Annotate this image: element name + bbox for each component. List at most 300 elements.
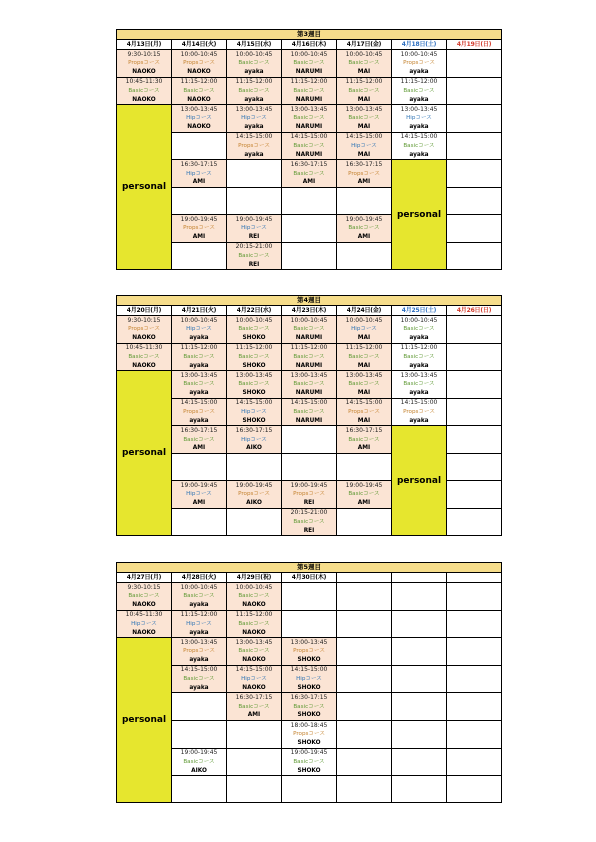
course-name: Basicコース	[238, 60, 270, 67]
class-info	[282, 638, 336, 665]
class-time: 14:15-15:00	[180, 399, 218, 407]
class-slot[interactable]	[227, 50, 282, 78]
instructor-name: MAI	[357, 417, 371, 424]
class-slot[interactable]	[282, 748, 337, 776]
class-slot[interactable]	[392, 371, 447, 399]
class-slot[interactable]	[172, 481, 227, 509]
class-time: 10:00-10:45	[345, 316, 383, 324]
empty-slot	[337, 242, 392, 270]
class-info	[172, 215, 226, 242]
class-slot[interactable]	[227, 693, 282, 721]
empty-slot	[337, 693, 392, 721]
time-slot-row	[117, 693, 502, 721]
class-slot[interactable]	[227, 343, 282, 371]
course-name: Basicコース	[293, 87, 325, 94]
instructor-name: AIKO	[246, 499, 262, 506]
class-info	[227, 611, 281, 638]
course-name: Basicコース	[238, 648, 270, 655]
class-slot[interactable]	[392, 50, 447, 78]
empty-slot	[337, 665, 392, 693]
empty-slot	[227, 776, 282, 803]
empty-slot	[337, 454, 392, 481]
class-slot[interactable]	[282, 371, 337, 399]
class-info	[337, 105, 391, 132]
class-slot[interactable]	[172, 583, 227, 611]
time-slot-row	[117, 77, 502, 105]
time-slot-row	[117, 776, 502, 803]
class-info	[392, 105, 446, 132]
class-time: 13:00-13:45	[400, 371, 438, 379]
class-time: 13:00-13:45	[180, 371, 218, 379]
class-info	[282, 666, 336, 693]
empty-slot	[337, 776, 392, 803]
empty-slot	[392, 776, 447, 803]
class-info	[227, 133, 281, 160]
course-name: Hipコース	[241, 225, 267, 232]
class-info	[392, 50, 446, 77]
class-slot[interactable]	[282, 105, 337, 133]
class-slot[interactable]	[227, 316, 282, 344]
class-slot[interactable]	[117, 343, 172, 371]
class-info	[172, 583, 226, 610]
empty-slot	[447, 508, 502, 536]
empty-slot	[392, 693, 447, 721]
class-info	[282, 509, 336, 536]
day-header-row	[117, 573, 502, 583]
class-time: 11:15-12:00	[180, 78, 218, 86]
class-slot[interactable]	[282, 77, 337, 105]
course-name: Propsコース	[348, 409, 380, 416]
day-header: 4月26日(日)	[447, 306, 502, 316]
empty-slot	[227, 721, 282, 749]
empty-slot	[337, 721, 392, 749]
class-info	[227, 215, 281, 242]
class-slot[interactable]	[227, 665, 282, 693]
empty-slot	[447, 638, 502, 666]
class-slot[interactable]	[117, 50, 172, 78]
time-slot-row	[117, 371, 502, 399]
class-slot[interactable]	[172, 343, 227, 371]
class-slot[interactable]	[227, 583, 282, 611]
course-name: Basicコース	[128, 87, 160, 94]
class-slot[interactable]	[337, 160, 392, 188]
empty-slot	[447, 215, 502, 243]
class-info	[282, 693, 336, 720]
week-table	[116, 562, 502, 803]
empty-slot	[447, 398, 502, 426]
course-name: Propsコース	[293, 648, 325, 655]
class-slot[interactable]	[282, 160, 337, 188]
empty-slot	[282, 188, 337, 215]
class-time: 11:15-12:00	[180, 611, 218, 619]
day-header: 4月30日(木)	[282, 573, 337, 583]
course-name: Basicコース	[293, 115, 325, 122]
class-time: 14:15-15:00	[400, 133, 438, 141]
class-info	[337, 316, 391, 343]
instructor-name: SHOKO	[297, 767, 321, 774]
empty-slot	[447, 454, 502, 481]
week-title: 第5週目	[117, 563, 502, 573]
empty-slot	[172, 188, 227, 215]
class-slot[interactable]	[117, 583, 172, 611]
class-slot[interactable]	[172, 77, 227, 105]
day-header: 4月27日(月)	[117, 573, 172, 583]
course-name: Propsコース	[128, 326, 160, 333]
week-table	[116, 29, 502, 270]
class-info	[227, 693, 281, 720]
course-name: Hipコース	[186, 326, 212, 333]
class-time: 13:00-13:45	[290, 105, 328, 113]
class-time: 14:15-15:00	[180, 666, 218, 674]
class-time: 19:00-19:45	[345, 215, 383, 223]
instructor-name: NAOKO	[242, 684, 266, 691]
time-slot-row	[117, 638, 502, 666]
instructor-name: NARUMI	[295, 68, 323, 75]
instructor-name: AMI	[192, 445, 206, 452]
instructor-name: ayaka	[189, 629, 209, 636]
class-info	[117, 316, 171, 343]
course-name: Basicコース	[238, 353, 270, 360]
empty-slot	[282, 610, 337, 638]
empty-slot	[447, 610, 502, 638]
empty-slot	[447, 371, 502, 399]
course-name: Propsコース	[403, 409, 435, 416]
class-slot[interactable]	[227, 215, 282, 243]
day-header: 4月19日(日)	[447, 40, 502, 50]
class-slot[interactable]	[337, 371, 392, 399]
course-name: Propsコース	[293, 491, 325, 498]
class-slot[interactable]	[282, 316, 337, 344]
week-title: 第4週目	[117, 296, 502, 306]
class-info	[227, 50, 281, 77]
time-slot-row	[117, 426, 502, 454]
class-slot[interactable]	[227, 242, 282, 270]
empty-slot	[282, 583, 337, 611]
day-header	[447, 573, 502, 583]
instructor-name: AMI	[357, 179, 371, 186]
course-name: Basicコース	[183, 353, 215, 360]
instructor-name: ayaka	[409, 68, 429, 75]
class-info	[337, 215, 391, 242]
instructor-name: AMI	[192, 499, 206, 506]
class-slot[interactable]	[172, 160, 227, 188]
empty-slot	[337, 188, 392, 215]
class-time: 13:00-13:45	[235, 105, 273, 113]
instructor-name: NAOKO	[132, 68, 156, 75]
class-info	[172, 50, 226, 77]
class-info	[172, 105, 226, 132]
empty-slot	[282, 454, 337, 481]
course-name: Basicコース	[348, 60, 380, 67]
class-info	[227, 666, 281, 693]
empty-slot	[282, 242, 337, 270]
class-info	[117, 344, 171, 371]
course-name: Hipコース	[241, 115, 267, 122]
empty-slot	[392, 583, 447, 611]
class-info	[282, 50, 336, 77]
class-time: 19:00-19:45	[235, 215, 273, 223]
instructor-name: AMI	[247, 712, 261, 719]
class-slot[interactable]	[337, 132, 392, 160]
class-slot[interactable]	[172, 398, 227, 426]
instructor-name: ayaka	[244, 151, 264, 158]
class-slot[interactable]	[227, 610, 282, 638]
class-slot[interactable]	[227, 638, 282, 666]
course-name: Basicコース	[348, 225, 380, 232]
time-slot-row	[117, 316, 502, 344]
day-header: 4月24日(金)	[337, 306, 392, 316]
class-time: 10:45-11:30	[125, 611, 163, 619]
class-info	[392, 344, 446, 371]
class-info	[227, 638, 281, 665]
class-time: 13:00-13:45	[180, 105, 218, 113]
empty-slot	[392, 748, 447, 776]
class-slot[interactable]	[392, 398, 447, 426]
class-info	[282, 344, 336, 371]
class-info	[172, 666, 226, 693]
instructor-name: ayaka	[189, 362, 209, 369]
time-slot-row	[117, 748, 502, 776]
instructor-name: MAI	[357, 151, 371, 158]
class-slot[interactable]	[392, 132, 447, 160]
day-header: 4月25日(土)	[392, 306, 447, 316]
class-slot[interactable]	[172, 610, 227, 638]
class-slot[interactable]	[117, 610, 172, 638]
class-info	[172, 481, 226, 508]
day-header-row	[117, 306, 502, 316]
class-info	[227, 583, 281, 610]
course-name: Hipコース	[241, 676, 267, 683]
course-name: Propsコース	[183, 409, 215, 416]
class-info	[172, 371, 226, 398]
class-slot[interactable]	[337, 316, 392, 344]
personal-block: personal	[392, 426, 447, 536]
empty-slot	[227, 160, 282, 188]
class-slot[interactable]	[337, 50, 392, 78]
empty-slot	[447, 665, 502, 693]
course-name: Basicコース	[128, 353, 160, 360]
class-info	[117, 583, 171, 610]
class-slot[interactable]	[227, 77, 282, 105]
class-time: 10:00-10:45	[400, 316, 438, 324]
class-time: 14:15-15:00	[290, 133, 328, 141]
class-slot[interactable]	[227, 371, 282, 399]
class-time: 19:00-19:45	[235, 481, 273, 489]
day-header-row	[117, 40, 502, 50]
instructor-name: NAOKO	[187, 124, 211, 131]
empty-slot	[227, 188, 282, 215]
class-slot[interactable]	[227, 398, 282, 426]
class-slot[interactable]	[337, 398, 392, 426]
class-time: 16:30-17:15	[235, 693, 273, 701]
class-time: 20:15-21:00	[290, 509, 328, 517]
course-name: Basicコース	[183, 381, 215, 388]
class-slot[interactable]	[282, 508, 337, 536]
course-name: Basicコース	[293, 170, 325, 177]
class-slot[interactable]	[227, 426, 282, 454]
class-info	[227, 371, 281, 398]
class-time: 10:00-10:45	[235, 316, 273, 324]
class-slot[interactable]	[172, 371, 227, 399]
course-name: Basicコース	[348, 381, 380, 388]
personal-block: personal	[117, 638, 172, 803]
class-time: 13:00-13:45	[180, 638, 218, 646]
class-info	[172, 399, 226, 426]
instructor-name: NAOKO	[187, 96, 211, 103]
class-slot[interactable]	[172, 638, 227, 666]
class-time: 10:00-10:45	[290, 50, 328, 58]
class-slot[interactable]	[337, 215, 392, 243]
instructor-name: NAOKO	[187, 68, 211, 75]
class-time: 14:15-15:00	[235, 399, 273, 407]
class-time: 11:15-12:00	[400, 78, 438, 86]
class-info	[282, 78, 336, 105]
class-slot[interactable]	[282, 693, 337, 721]
class-time: 14:15-15:00	[290, 666, 328, 674]
class-slot[interactable]	[282, 50, 337, 78]
course-name: Hipコース	[186, 620, 212, 627]
class-time: 16:30-17:15	[235, 426, 273, 434]
class-time: 11:15-12:00	[290, 344, 328, 352]
day-header: 4月20日(月)	[117, 306, 172, 316]
class-slot[interactable]	[282, 343, 337, 371]
empty-slot	[337, 610, 392, 638]
class-slot[interactable]	[337, 481, 392, 509]
class-slot[interactable]	[392, 77, 447, 105]
class-slot[interactable]	[172, 665, 227, 693]
course-name: Basicコース	[238, 593, 270, 600]
course-name: Basicコース	[293, 758, 325, 765]
time-slot-row	[117, 105, 502, 133]
instructor-name: AMI	[302, 179, 316, 186]
class-info	[337, 133, 391, 160]
class-slot[interactable]	[172, 748, 227, 776]
class-slot[interactable]	[172, 215, 227, 243]
empty-slot	[447, 242, 502, 270]
course-name: Hipコース	[241, 436, 267, 443]
class-time: 11:15-12:00	[400, 344, 438, 352]
instructor-name: ayaka	[409, 96, 429, 103]
day-header: 4月14日(火)	[172, 40, 227, 50]
class-time: 19:00-19:45	[180, 749, 218, 757]
class-slot[interactable]	[282, 398, 337, 426]
class-time: 11:15-12:00	[235, 78, 273, 86]
course-name: Hipコース	[131, 620, 157, 627]
class-time: 11:15-12:00	[345, 78, 383, 86]
instructor-name: NAOKO	[132, 601, 156, 608]
class-time: 16:30-17:15	[180, 426, 218, 434]
class-time: 13:00-13:45	[235, 638, 273, 646]
course-name: Basicコース	[293, 143, 325, 150]
class-slot[interactable]	[337, 426, 392, 454]
instructor-name: SHOKO	[242, 390, 266, 397]
empty-slot	[172, 508, 227, 536]
class-info	[282, 160, 336, 187]
class-info	[117, 50, 171, 77]
instructor-name: AMI	[192, 233, 206, 240]
class-time: 10:00-10:45	[235, 50, 273, 58]
class-info	[282, 105, 336, 132]
class-time: 19:00-19:45	[345, 481, 383, 489]
class-slot[interactable]	[172, 426, 227, 454]
class-info	[172, 78, 226, 105]
class-info	[117, 78, 171, 105]
instructor-name: REI	[248, 261, 260, 268]
class-slot[interactable]	[392, 343, 447, 371]
instructor-name: NAOKO	[132, 96, 156, 103]
class-time: 13:00-13:45	[290, 371, 328, 379]
class-slot[interactable]	[337, 77, 392, 105]
class-info	[392, 78, 446, 105]
instructor-name: ayaka	[409, 390, 429, 397]
course-name: Basicコース	[128, 593, 160, 600]
class-slot[interactable]	[117, 316, 172, 344]
class-slot[interactable]	[117, 77, 172, 105]
class-time: 19:00-19:45	[290, 749, 328, 757]
class-slot[interactable]	[282, 638, 337, 666]
class-time: 10:00-10:45	[180, 583, 218, 591]
course-name: Propsコース	[183, 60, 215, 67]
class-info	[337, 160, 391, 187]
week-title: 第3週目	[117, 30, 502, 40]
week-title-row	[117, 30, 502, 40]
empty-slot	[447, 343, 502, 371]
empty-slot	[282, 215, 337, 243]
class-time: 10:45-11:30	[125, 78, 163, 86]
class-slot[interactable]	[172, 316, 227, 344]
instructor-name: SHOKO	[242, 362, 266, 369]
course-name: Hipコース	[351, 143, 377, 150]
class-slot[interactable]	[337, 343, 392, 371]
class-info	[172, 749, 226, 776]
class-slot[interactable]	[227, 132, 282, 160]
class-info	[337, 371, 391, 398]
instructor-name: NARUMI	[295, 362, 323, 369]
day-header: 4月21日(火)	[172, 306, 227, 316]
class-slot[interactable]	[172, 50, 227, 78]
class-slot[interactable]	[172, 105, 227, 133]
class-info	[172, 344, 226, 371]
instructor-name: NAOKO	[132, 334, 156, 341]
instructor-name: ayaka	[189, 390, 209, 397]
course-name: Hipコース	[406, 115, 432, 122]
course-name: Basicコース	[293, 60, 325, 67]
class-slot[interactable]	[392, 316, 447, 344]
class-time: 11:15-12:00	[345, 344, 383, 352]
course-name: Basicコース	[238, 381, 270, 388]
class-slot[interactable]	[337, 105, 392, 133]
instructor-name: NARUMI	[295, 334, 323, 341]
course-name: Propsコース	[183, 648, 215, 655]
class-slot[interactable]	[282, 132, 337, 160]
class-slot[interactable]	[392, 105, 447, 133]
empty-slot	[337, 748, 392, 776]
class-info	[227, 481, 281, 508]
class-slot[interactable]	[282, 481, 337, 509]
class-slot[interactable]	[227, 105, 282, 133]
class-time: 13:00-13:45	[345, 105, 383, 113]
class-slot[interactable]	[227, 481, 282, 509]
class-info	[172, 638, 226, 665]
course-name: Propsコース	[348, 170, 380, 177]
course-name: Hipコース	[296, 676, 322, 683]
class-info	[227, 78, 281, 105]
class-time: 14:15-15:00	[235, 666, 273, 674]
instructor-name: MAI	[357, 96, 371, 103]
class-slot[interactable]	[282, 665, 337, 693]
class-slot[interactable]	[282, 721, 337, 749]
empty-slot	[447, 693, 502, 721]
